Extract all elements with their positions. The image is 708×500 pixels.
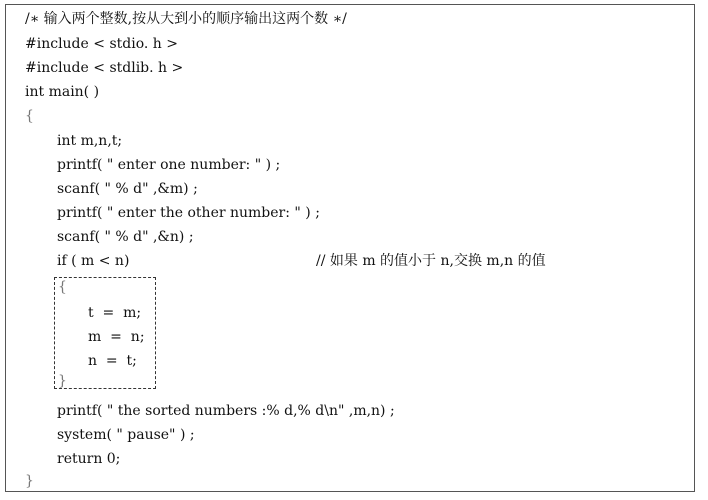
code-line-printf-one: printf( " enter one number: " ) ; bbox=[57, 157, 281, 173]
code-line-declaration: int m,n,t; bbox=[57, 133, 123, 149]
code-line-if-statement: if ( m < n) bbox=[57, 253, 130, 269]
code-line-swap-one: t = m; bbox=[88, 305, 142, 321]
swap-block-open-brace: { bbox=[58, 279, 67, 295]
code-line-scanf-one: scanf( " % d" ,&m) ; bbox=[57, 181, 198, 197]
code-line-printf-two: printf( " enter the other number: " ) ; bbox=[57, 205, 320, 221]
code-open-brace: { bbox=[25, 108, 34, 124]
code-line-main-signature: int main( ) bbox=[25, 84, 100, 100]
code-line-scanf-two: scanf( " % d" ,&n) ; bbox=[57, 229, 194, 245]
code-line-include-stdio: #include < stdio. h > bbox=[25, 36, 178, 52]
code-line-comment-header: /∗ 输入两个整数,按从大到小的顺序输出这两个数 ∗/ bbox=[25, 11, 347, 27]
code-line-if-comment: // 如果 m 的值小于 n,交换 m,n 的值 bbox=[316, 253, 546, 269]
swap-block-close-brace: } bbox=[58, 373, 67, 389]
code-line-return: return 0; bbox=[57, 451, 121, 467]
code-line-printf-sorted: printf( " the sorted numbers :% d,% d\n" ,m,n) ; bbox=[57, 403, 395, 419]
code-line-system-pause: system( " pause" ) ; bbox=[57, 427, 195, 443]
code-close-brace: } bbox=[25, 473, 34, 489]
code-line-swap-three: n = t; bbox=[88, 353, 137, 369]
code-line-swap-two: m = n; bbox=[88, 329, 145, 345]
code-line-include-stdlib: #include < stdlib. h > bbox=[25, 60, 184, 76]
